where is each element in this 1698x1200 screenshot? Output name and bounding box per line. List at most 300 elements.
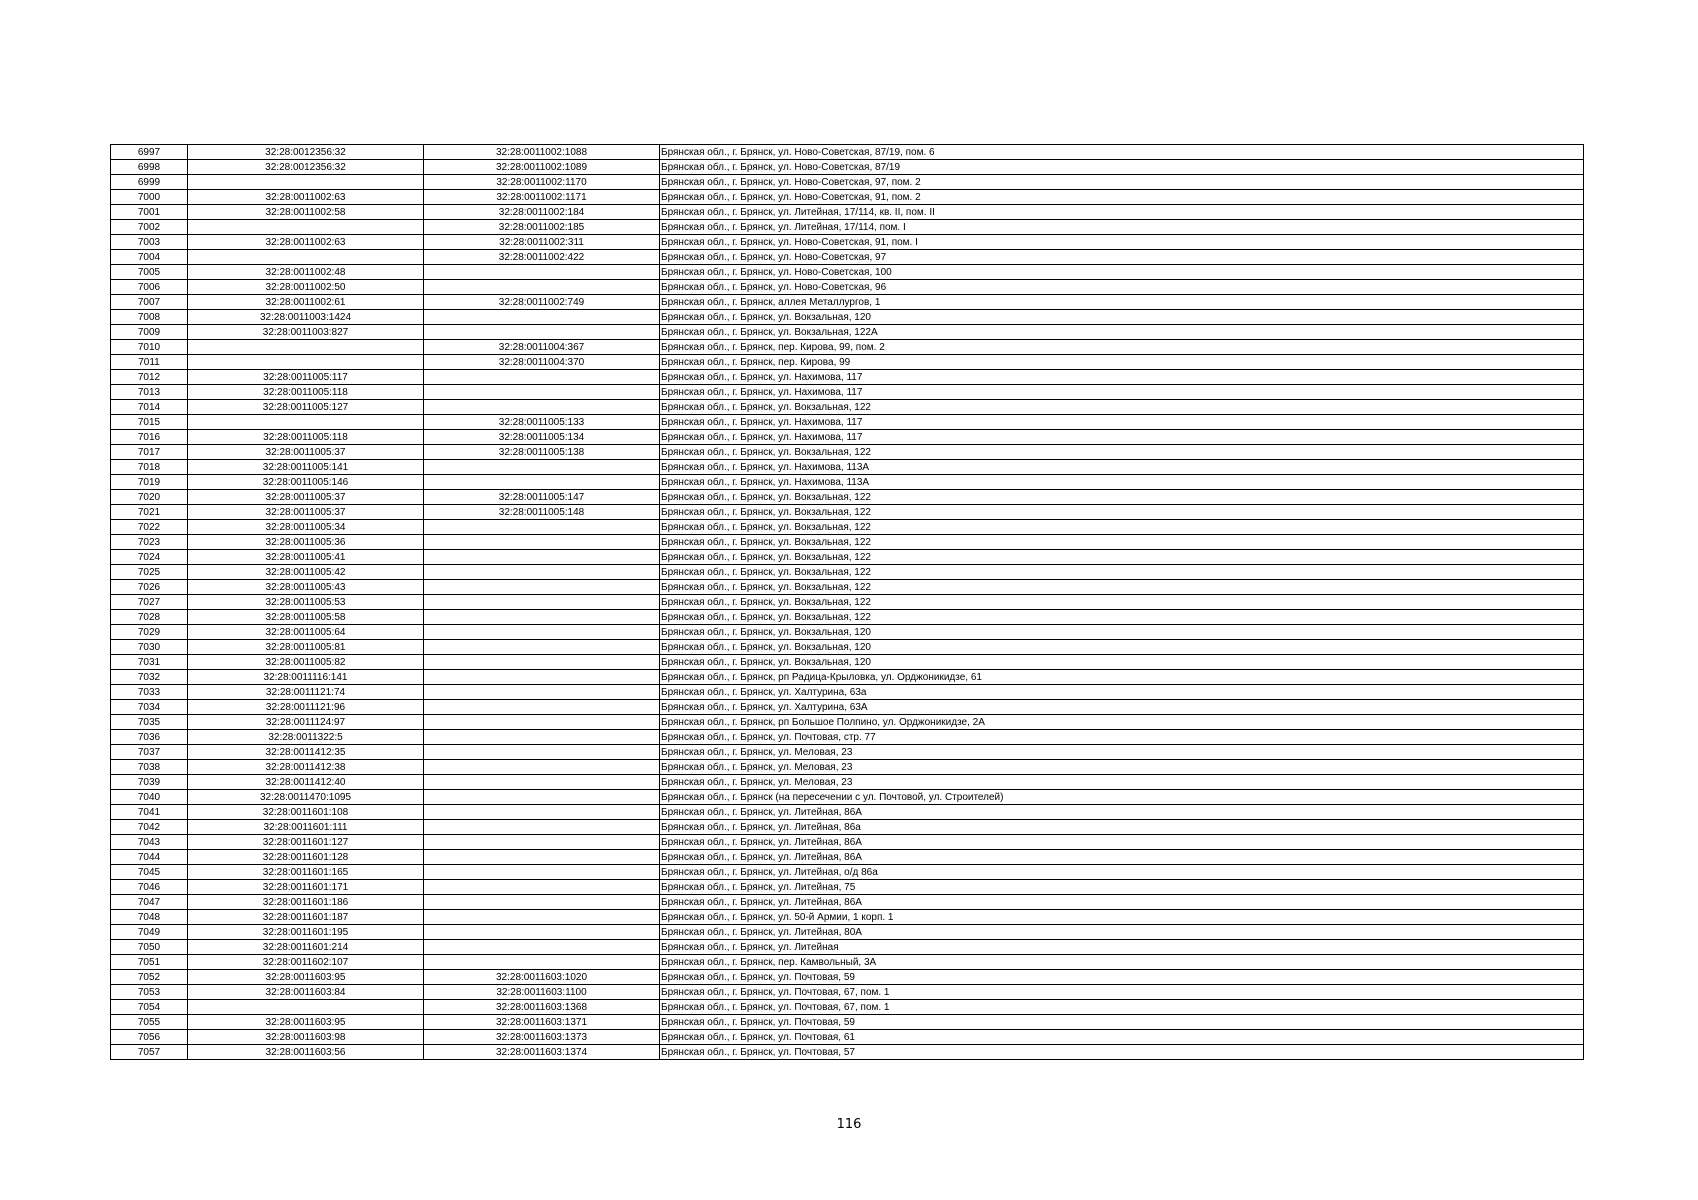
land-cadastral-number-cell: 32:28:0011005:36 [188,535,424,550]
address-cell: Брянская обл., г. Брянск, ул. Нахимова, 117 [660,385,1584,400]
address-cell: Брянская обл., г. Брянск, ул. Халтурина, 63А [660,700,1584,715]
table-row [111,550,1584,565]
table-row [111,805,1584,820]
address-cell: Брянская обл., г. Брянск, ул. Почтовая, 57 [660,1045,1584,1060]
address-cell: Брянская обл., г. Брянск, ул. Меловая, 23 [660,745,1584,760]
address-cell: Брянская обл., г. Брянск, ул. Вокзальная, 122 [660,520,1584,535]
table-row [111,595,1584,610]
row-number-cell: 7004 [111,250,188,265]
object-cadastral-number-cell [424,850,660,865]
row-number-cell: 7036 [111,730,188,745]
row-number-cell: 7056 [111,1030,188,1045]
row-number-cell: 7011 [111,355,188,370]
row-number-cell: 6997 [111,145,188,160]
address-cell: Брянская обл., г. Брянск, ул. Вокзальная, 120 [660,655,1584,670]
table-row [111,190,1584,205]
land-cadastral-number-cell: 32:28:0011412:38 [188,760,424,775]
land-cadastral-number-cell: 32:28:0011603:56 [188,1045,424,1060]
object-cadastral-number-cell [424,640,660,655]
address-cell: Брянская обл., г. Брянск, ул. Литейная, 17/114, кв. II, пом. II [660,205,1584,220]
row-number-cell: 7047 [111,895,188,910]
address-cell: Брянская обл., г. Брянск, ул. Литейная, 86А [660,805,1584,820]
row-number-cell: 7055 [111,1015,188,1030]
table-row [111,565,1584,580]
address-cell: Брянская обл., г. Брянск, аллея Металлургов, 1 [660,295,1584,310]
table-row [111,205,1584,220]
address-cell: Брянская обл., г. Брянск, ул. Нахимова, 113А [660,475,1584,490]
table-row [111,145,1584,160]
object-cadastral-number-cell: 32:28:0011002:185 [424,220,660,235]
object-cadastral-number-cell [424,745,660,760]
row-number-cell: 7041 [111,805,188,820]
address-cell: Брянская обл., г. Брянск, ул. Меловая, 23 [660,760,1584,775]
object-cadastral-number-cell [424,820,660,835]
row-number-cell: 7044 [111,850,188,865]
land-cadastral-number-cell [188,415,424,430]
object-cadastral-number-cell [424,670,660,685]
land-cadastral-number-cell: 32:28:0011116:141 [188,670,424,685]
table-row [111,880,1584,895]
row-number-cell: 7028 [111,610,188,625]
object-cadastral-number-cell [424,520,660,535]
address-cell: Брянская обл., г. Брянск, ул. Ново-Советская, 87/19, пом. 6 [660,145,1584,160]
table-row [111,370,1584,385]
object-cadastral-number-cell: 32:28:0011002:1171 [424,190,660,205]
object-cadastral-number-cell: 32:28:0011002:1170 [424,175,660,190]
address-cell: Брянская обл., г. Брянск, ул. Ново-Советская, 87/19 [660,160,1584,175]
address-cell: Брянская обл., г. Брянск, ул. Ново-Советская, 96 [660,280,1584,295]
table-row [111,1045,1584,1060]
land-cadastral-number-cell: 32:28:0011601:108 [188,805,424,820]
table-row [111,970,1584,985]
address-cell: Брянская обл., г. Брянск, ул. Вокзальная, 120 [660,310,1584,325]
registry-table [110,144,1584,1060]
address-cell: Брянская обл., г. Брянск, ул. Вокзальная, 120 [660,640,1584,655]
land-cadastral-number-cell: 32:28:0011005:81 [188,640,424,655]
land-cadastral-number-cell: 32:28:0011121:96 [188,700,424,715]
address-cell: Брянская обл., г. Брянск, ул. Литейная, 17/114, пом. I [660,220,1584,235]
land-cadastral-number-cell: 32:28:0011601:111 [188,820,424,835]
row-number-cell: 7042 [111,820,188,835]
table-row [111,400,1584,415]
address-cell: Брянская обл., г. Брянск, ул. 50-й Армии, 1 корп. 1 [660,910,1584,925]
object-cadastral-number-cell [424,400,660,415]
object-cadastral-number-cell [424,700,660,715]
object-cadastral-number-cell [424,580,660,595]
address-cell: Брянская обл., г. Брянск, ул. Вокзальная, 122А [660,325,1584,340]
address-cell: Брянская обл., г. Брянск, ул. Литейная, 86А [660,895,1584,910]
table-row [111,760,1584,775]
land-cadastral-number-cell: 32:28:0011005:37 [188,445,424,460]
table-row [111,430,1584,445]
land-cadastral-number-cell: 32:28:0011412:40 [188,775,424,790]
row-number-cell: 7001 [111,205,188,220]
address-cell: Брянская обл., г. Брянск, ул. Вокзальная, 122 [660,445,1584,460]
land-cadastral-number-cell: 32:28:0011601:187 [188,910,424,925]
object-cadastral-number-cell [424,565,660,580]
land-cadastral-number-cell: 32:28:0011005:41 [188,550,424,565]
object-cadastral-number-cell [424,715,660,730]
object-cadastral-number-cell: 32:28:0011002:1088 [424,145,660,160]
address-cell: Брянская обл., г. Брянск, ул. Почтовая, 67, пом. 1 [660,985,1584,1000]
address-cell: Брянская обл., г. Брянск, ул. Вокзальная, 122 [660,535,1584,550]
row-number-cell: 7008 [111,310,188,325]
land-cadastral-number-cell: 32:28:0011601:214 [188,940,424,955]
table-row [111,745,1584,760]
land-cadastral-number-cell: 32:28:0011005:118 [188,430,424,445]
object-cadastral-number-cell: 32:28:0011603:1371 [424,1015,660,1030]
table-row [111,505,1584,520]
table-row [111,910,1584,925]
address-cell: Брянская обл., г. Брянск, ул. Нахимова, 117 [660,370,1584,385]
row-number-cell: 7023 [111,535,188,550]
address-cell: Брянская обл., г. Брянск, ул. Вокзальная, 122 [660,400,1584,415]
row-number-cell: 7037 [111,745,188,760]
address-cell: Брянская обл., г. Брянск, ул. Литейная, 86а [660,820,1584,835]
row-number-cell: 7053 [111,985,188,1000]
object-cadastral-number-cell: 32:28:0011005:134 [424,430,660,445]
address-cell: Брянская обл., г. Брянск (на пересечении с ул. Почтовой, ул. Строителей) [660,790,1584,805]
address-cell: Брянская обл., г. Брянск, ул. Почтовая, 59 [660,1015,1584,1030]
land-cadastral-number-cell: 32:28:0011005:127 [188,400,424,415]
row-number-cell: 7030 [111,640,188,655]
address-cell: Брянская обл., г. Брянск, ул. Литейная, 86А [660,835,1584,850]
table-row [111,1030,1584,1045]
land-cadastral-number-cell: 32:28:0011601:171 [188,880,424,895]
address-cell: Брянская обл., г. Брянск, пер. Кирова, 99, пом. 2 [660,340,1584,355]
table-row [111,985,1584,1000]
land-cadastral-number-cell: 32:28:0011005:82 [188,655,424,670]
address-cell: Брянская обл., г. Брянск, ул. Ново-Советская, 97 [660,250,1584,265]
table-row [111,835,1584,850]
object-cadastral-number-cell [424,865,660,880]
address-cell: Брянская обл., г. Брянск, ул. Литейная, о/д 86а [660,865,1584,880]
land-cadastral-number-cell [188,1000,424,1015]
row-number-cell: 7015 [111,415,188,430]
object-cadastral-number-cell [424,730,660,745]
land-cadastral-number-cell: 32:28:0011603:95 [188,970,424,985]
object-cadastral-number-cell: 32:28:0011004:370 [424,355,660,370]
object-cadastral-number-cell [424,310,660,325]
address-cell: Брянская обл., г. Брянск, ул. Литейная, 75 [660,880,1584,895]
table-row [111,790,1584,805]
object-cadastral-number-cell: 32:28:0011002:422 [424,250,660,265]
row-number-cell: 7057 [111,1045,188,1060]
row-number-cell: 7034 [111,700,188,715]
row-number-cell: 7051 [111,955,188,970]
object-cadastral-number-cell [424,910,660,925]
land-cadastral-number-cell: 32:28:0011602:107 [188,955,424,970]
row-number-cell: 7032 [111,670,188,685]
table-row [111,655,1584,670]
table-row [111,850,1584,865]
object-cadastral-number-cell [424,550,660,565]
address-cell: Брянская обл., г. Брянск, ул. Почтовая, 59 [660,970,1584,985]
object-cadastral-number-cell [424,835,660,850]
row-number-cell: 7002 [111,220,188,235]
table-row [111,640,1584,655]
address-cell: Брянская обл., г. Брянск, пер. Камвольный, 3А [660,955,1584,970]
table-row [111,220,1584,235]
table-row [111,715,1584,730]
object-cadastral-number-cell [424,475,660,490]
row-number-cell: 7013 [111,385,188,400]
land-cadastral-number-cell [188,220,424,235]
object-cadastral-number-cell [424,925,660,940]
address-cell: Брянская обл., г. Брянск, ул. Меловая, 23 [660,775,1584,790]
object-cadastral-number-cell: 32:28:0011005:138 [424,445,660,460]
address-cell: Брянская обл., г. Брянск, пер. Кирова, 99 [660,355,1584,370]
land-cadastral-number-cell: 32:28:0011121:74 [188,685,424,700]
land-cadastral-number-cell [188,355,424,370]
table-row [111,445,1584,460]
address-cell: Брянская обл., г. Брянск, ул. Вокзальная, 122 [660,550,1584,565]
land-cadastral-number-cell: 32:28:0012356:32 [188,145,424,160]
row-number-cell: 7046 [111,880,188,895]
table-row [111,175,1584,190]
land-cadastral-number-cell: 32:28:0011005:37 [188,505,424,520]
row-number-cell: 7029 [111,625,188,640]
row-number-cell: 7050 [111,940,188,955]
table-row [111,925,1584,940]
land-cadastral-number-cell [188,250,424,265]
object-cadastral-number-cell [424,955,660,970]
land-cadastral-number-cell: 32:28:0011322:5 [188,730,424,745]
object-cadastral-number-cell [424,610,660,625]
table-row [111,685,1584,700]
object-cadastral-number-cell: 32:28:0011002:1089 [424,160,660,175]
address-cell: Брянская обл., г. Брянск, ул. Литейная [660,940,1584,955]
address-cell: Брянская обл., г. Брянск, ул. Халтурина, 63а [660,685,1584,700]
object-cadastral-number-cell: 32:28:0011004:367 [424,340,660,355]
object-cadastral-number-cell [424,760,660,775]
land-cadastral-number-cell: 32:28:0011005:42 [188,565,424,580]
land-cadastral-number-cell: 32:28:0011005:34 [188,520,424,535]
row-number-cell: 7007 [111,295,188,310]
table-row [111,1015,1584,1030]
row-number-cell: 7031 [111,655,188,670]
row-number-cell: 7014 [111,400,188,415]
land-cadastral-number-cell: 32:28:0011005:58 [188,610,424,625]
object-cadastral-number-cell [424,385,660,400]
table-row [111,460,1584,475]
table-row [111,955,1584,970]
land-cadastral-number-cell: 32:28:0011601:195 [188,925,424,940]
land-cadastral-number-cell: 32:28:0011002:61 [188,295,424,310]
object-cadastral-number-cell: 32:28:0011002:184 [424,205,660,220]
row-number-cell: 7020 [111,490,188,505]
table-row [111,325,1584,340]
table-row [111,865,1584,880]
object-cadastral-number-cell: 32:28:0011002:749 [424,295,660,310]
land-cadastral-number-cell: 32:28:0011002:63 [188,235,424,250]
land-cadastral-number-cell: 32:28:0011603:84 [188,985,424,1000]
land-cadastral-number-cell: 32:28:0011603:98 [188,1030,424,1045]
object-cadastral-number-cell [424,595,660,610]
object-cadastral-number-cell: 32:28:0011005:133 [424,415,660,430]
land-cadastral-number-cell: 32:28:0011470:1095 [188,790,424,805]
table-row [111,520,1584,535]
address-cell: Брянская обл., г. Брянск, ул. Вокзальная, 122 [660,580,1584,595]
object-cadastral-number-cell [424,895,660,910]
row-number-cell: 7040 [111,790,188,805]
table-row [111,160,1584,175]
address-cell: Брянская обл., г. Брянск, рп Большое Полпино, ул. Орджоникидзе, 2А [660,715,1584,730]
object-cadastral-number-cell [424,790,660,805]
object-cadastral-number-cell [424,370,660,385]
object-cadastral-number-cell [424,655,660,670]
land-cadastral-number-cell: 32:28:0011601:128 [188,850,424,865]
land-cadastral-number-cell [188,175,424,190]
address-cell: Брянская обл., г. Брянск, ул. Почтовая, стр. 77 [660,730,1584,745]
land-cadastral-number-cell: 32:28:0011005:64 [188,625,424,640]
row-number-cell: 7006 [111,280,188,295]
land-cadastral-number-cell: 32:28:0011005:43 [188,580,424,595]
object-cadastral-number-cell [424,535,660,550]
row-number-cell: 7025 [111,565,188,580]
object-cadastral-number-cell [424,685,660,700]
land-cadastral-number-cell: 32:28:0012356:32 [188,160,424,175]
table-row [111,535,1584,550]
address-cell: Брянская обл., г. Брянск, ул. Нахимова, 113А [660,460,1584,475]
address-cell: Брянская обл., г. Брянск, ул. Ново-Советская, 97, пом. 2 [660,175,1584,190]
land-cadastral-number-cell: 32:28:0011002:63 [188,190,424,205]
land-cadastral-number-cell: 32:28:0011601:165 [188,865,424,880]
row-number-cell: 7016 [111,430,188,445]
row-number-cell: 7021 [111,505,188,520]
object-cadastral-number-cell [424,460,660,475]
address-cell: Брянская обл., г. Брянск, ул. Вокзальная, 122 [660,565,1584,580]
table-row [111,730,1584,745]
address-cell: Брянская обл., г. Брянск, ул. Вокзальная, 122 [660,595,1584,610]
object-cadastral-number-cell [424,940,660,955]
address-cell: Брянская обл., г. Брянск, ул. Литейная, 86А [660,850,1584,865]
table-row [111,355,1584,370]
row-number-cell: 7039 [111,775,188,790]
object-cadastral-number-cell [424,805,660,820]
table-row [111,280,1584,295]
object-cadastral-number-cell: 32:28:0011603:1020 [424,970,660,985]
table-row [111,820,1584,835]
object-cadastral-number-cell: 32:28:0011603:1374 [424,1045,660,1060]
row-number-cell: 7003 [111,235,188,250]
table-row [111,265,1584,280]
address-cell: Брянская обл., г. Брянск, ул. Нахимова, 117 [660,415,1584,430]
table-row [111,1000,1584,1015]
table-row [111,490,1584,505]
address-cell: Брянская обл., г. Брянск, ул. Вокзальная, 122 [660,505,1584,520]
land-cadastral-number-cell: 32:28:0011002:58 [188,205,424,220]
object-cadastral-number-cell [424,265,660,280]
object-cadastral-number-cell: 32:28:0011005:147 [424,490,660,505]
address-cell: Брянская обл., г. Брянск, ул. Вокзальная, 120 [660,625,1584,640]
row-number-cell: 7010 [111,340,188,355]
land-cadastral-number-cell: 32:28:0011005:117 [188,370,424,385]
object-cadastral-number-cell: 32:28:0011603:1373 [424,1030,660,1045]
land-cadastral-number-cell: 32:28:0011002:48 [188,265,424,280]
object-cadastral-number-cell [424,775,660,790]
land-cadastral-number-cell: 32:28:0011603:95 [188,1015,424,1030]
address-cell: Брянская обл., г. Брянск, ул. Литейная, 80А [660,925,1584,940]
land-cadastral-number-cell [188,340,424,355]
table-row [111,235,1584,250]
object-cadastral-number-cell: 32:28:0011005:148 [424,505,660,520]
row-number-cell: 7054 [111,1000,188,1015]
table-row [111,700,1584,715]
table-row [111,475,1584,490]
address-cell: Брянская обл., г. Брянск, ул. Вокзальная, 122 [660,610,1584,625]
row-number-cell: 7045 [111,865,188,880]
row-number-cell: 7022 [111,520,188,535]
row-number-cell: 7026 [111,580,188,595]
table-row [111,625,1584,640]
table-row [111,670,1584,685]
land-cadastral-number-cell: 32:28:0011005:118 [188,385,424,400]
row-number-cell: 7000 [111,190,188,205]
table-row [111,940,1584,955]
row-number-cell: 7017 [111,445,188,460]
address-cell: Брянская обл., г. Брянск, ул. Вокзальная, 122 [660,490,1584,505]
object-cadastral-number-cell: 32:28:0011603:1100 [424,985,660,1000]
address-cell: Брянская обл., г. Брянск, ул. Почтовая, 67, пом. 1 [660,1000,1584,1015]
row-number-cell: 7038 [111,760,188,775]
land-cadastral-number-cell: 32:28:0011601:186 [188,895,424,910]
row-number-cell: 7009 [111,325,188,340]
land-cadastral-number-cell: 32:28:0011412:35 [188,745,424,760]
object-cadastral-number-cell [424,325,660,340]
land-cadastral-number-cell: 32:28:0011005:37 [188,490,424,505]
land-cadastral-number-cell: 32:28:0011005:53 [188,595,424,610]
row-number-cell: 7049 [111,925,188,940]
land-cadastral-number-cell: 32:28:0011601:127 [188,835,424,850]
object-cadastral-number-cell [424,880,660,895]
table-row [111,415,1584,430]
row-number-cell: 7024 [111,550,188,565]
land-cadastral-number-cell: 32:28:0011005:146 [188,475,424,490]
row-number-cell: 7052 [111,970,188,985]
land-cadastral-number-cell: 32:28:0011005:141 [188,460,424,475]
row-number-cell: 7035 [111,715,188,730]
row-number-cell: 7019 [111,475,188,490]
table-row [111,580,1584,595]
registry-table-body [111,145,1584,1060]
table-row [111,775,1584,790]
row-number-cell: 7033 [111,685,188,700]
table-row [111,385,1584,400]
object-cadastral-number-cell: 32:28:0011603:1368 [424,1000,660,1015]
table-row [111,250,1584,265]
address-cell: Брянская обл., г. Брянск, ул. Ново-Советская, 100 [660,265,1584,280]
table-row [111,310,1584,325]
address-cell: Брянская обл., г. Брянск, рп Радица-Крыловка, ул. Орджоникидзе, 61 [660,670,1584,685]
row-number-cell: 7018 [111,460,188,475]
land-cadastral-number-cell: 32:28:0011003:1424 [188,310,424,325]
row-number-cell: 7048 [111,910,188,925]
land-cadastral-number-cell: 32:28:0011003:827 [188,325,424,340]
address-cell: Брянская обл., г. Брянск, ул. Ново-Советская, 91, пом. I [660,235,1584,250]
row-number-cell: 7043 [111,835,188,850]
land-cadastral-number-cell: 32:28:0011124:97 [188,715,424,730]
row-number-cell: 7027 [111,595,188,610]
address-cell: Брянская обл., г. Брянск, ул. Ново-Советская, 91, пом. 2 [660,190,1584,205]
address-cell: Брянская обл., г. Брянск, ул. Почтовая, 61 [660,1030,1584,1045]
row-number-cell: 6998 [111,160,188,175]
address-cell: Брянская обл., г. Брянск, ул. Нахимова, 117 [660,430,1584,445]
table-row [111,895,1584,910]
table-row [111,610,1584,625]
table-row [111,340,1584,355]
object-cadastral-number-cell [424,625,660,640]
